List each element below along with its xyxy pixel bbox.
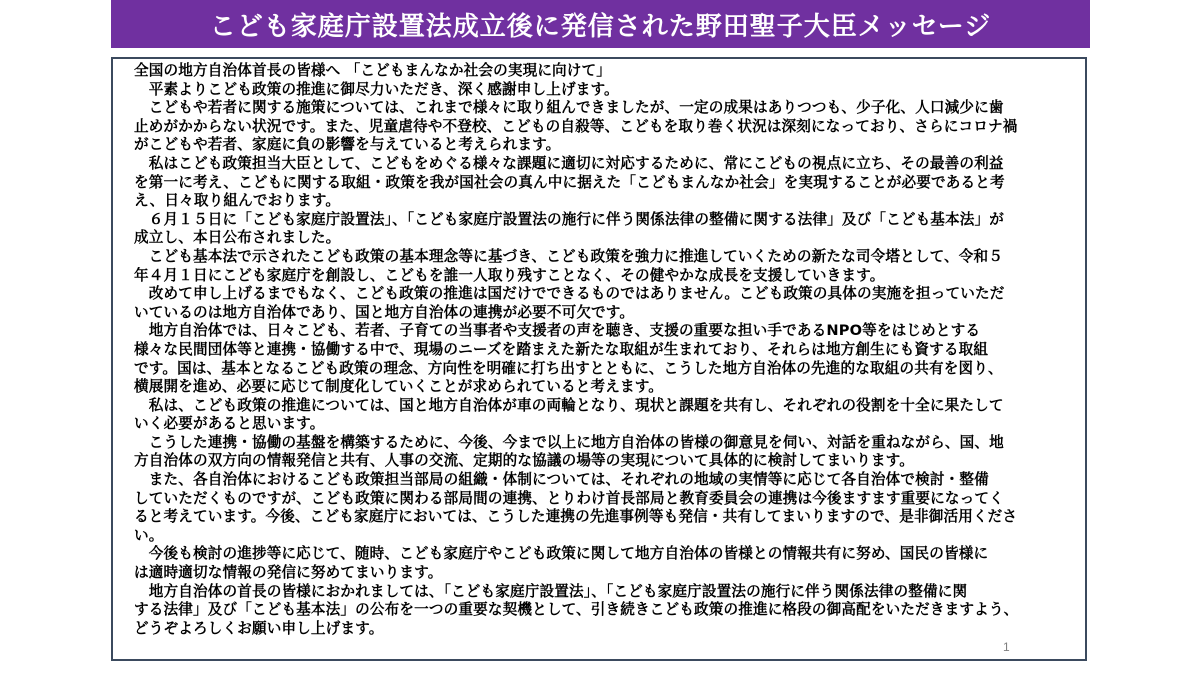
message-body [134,62,1077,638]
message-line: 私は、こども政策の推進については、国と地方自治体が車の両輪となり、現状と課題を共有し、それぞれの役割を十全に果たして [134,396,1004,414]
message-line: 今後も検討の進捗等に応じて、随時、こども家庭庁やこども政策に関して地方自治体の皆様との情報共有に努め、国民の皆様に [134,545,989,563]
message-line: を第一に考え、こどもに関する取組・政策を我が国社会の真ん中に据えた「こどもまんなか社会」を実現することが必要であると考 [134,173,1005,191]
message-line: え、日々取り組んでおります。 [134,192,341,210]
message-line: どうぞよろしくお願い申し上げます。 [134,619,384,637]
message-line: 方自治体の双方向の情報発信と共有、人事の交流、定期的な協議の場等の実現について具体的に検討してまいります。 [134,452,914,470]
message-line: 全国の地方自治体首長の皆様へ 「こどもまんなか社会の実現に向けて」 [134,62,612,79]
message-line: い。 [134,526,164,544]
message-line: 横展開を進め、必要に応じて制度化していくことが求められていると考えます。 [134,378,664,396]
message-line: ると考えています。今後、こども家庭庁においては、こうした連携の先進事例等も発信・共有してまいりますので、是非御活用くださ [134,508,1018,526]
message-line: 止めがかからない状況です。また、児童虐待や不登校、こどもの自殺等、こどもを取り巻く状況は深刻になっており、さらにコロナ禍 [134,117,1018,135]
message-line: 様々な民間団体等と連携・協働する中で、現場のニーズを踏まえた新たな取組が生まれており、それらは地方創生にも資する取組 [134,340,989,358]
message-line: 年４月１日にこども家庭庁を創設し、こどもを誰一人取り残すことなく、その健やかな成長を支援していきます。 [134,266,885,284]
message-line: していただくものですが、こども政策に関わる部局間の連携、とりわけ首長部局と教育委員会の連携は今後ますます重要になってく [134,489,1004,507]
message-line: がこどもや若者、家庭に負の影響を与えていると考えられます。 [134,136,561,154]
message-line: いているのは地方自治体であり、国と地方自治体の連携が必要不可欠です。 [134,303,635,321]
page-number: 1 [1003,640,1010,654]
message-line: 成立し、本日公布されました。 [134,229,341,247]
message-line: です。国は、基本となるこども政策の理念、方向性を明確に打ち出すとともに、こうした地方自治体の先進的な取組の共有を図り、 [134,359,1003,377]
message-line: こどもや若者に関する施策については、これまで様々に取り組んできましたが、一定の成果はありつつも、少子化、人口減少に歯 [134,99,1004,117]
message-line: する法律」及び「こども基本法」の公布を一つの重要な契機として、引き続きこども政策の推進に格段の御高配をいただきますよう、 [134,601,1019,619]
message-line: 平素よりこども政策の推進に御尽力いただき、深く感謝申し上げます。 [134,80,619,98]
message-line: 改めて申し上げるまでもなく、こども政策の推進は国だけでできるものではありません。こども政策の具体の実施を担っていただ [134,285,1005,303]
page-title: こども家庭庁設置法成立後に発信された野田聖子大臣メッセージ [209,11,992,42]
message-line: は適時適切な情報の発信に努めてまいります。 [134,564,443,582]
message-line: 私はこども政策担当大臣として、こどもをめぐる様々な課題に適切に対応するために、常にこどもの視点に立ち、その最善の利益 [134,154,1004,172]
message-box [111,57,1087,661]
message-line: いく必要があると思います。 [134,415,325,433]
message-line: こども基本法で示されたこども政策の基本理念等に基づき、こども政策を強力に推進していくための新たな司令塔として、令和５ [134,247,1004,265]
message-line: 地方自治体の首長の皆様におかれましては、「こども家庭庁設置法」、「こども家庭庁設置法の施行に伴う関係法律の整備に関 [134,582,968,600]
message-line: こうした連携・協働の基盤を構築するために、今後、今まで以上に地方自治体の皆様の御意見を伺い、対話を重ねながら、国、地 [134,433,1004,451]
message-line: ６月１５日に「こども家庭庁設置法」、「こども家庭庁設置法の施行に伴う関係法律の整備に関する法律」及び「こども基本法」が [134,210,1005,228]
title-banner [111,0,1090,48]
message-line: また、各自治体におけるこども政策担当部局の組織・体制については、それぞれの地域の実情等に応じて各自治体で検討・整備 [134,471,989,489]
message-line: 地方自治体では、日々こども、若者、子育ての当事者や支援者の声を聴き、支援の重要な担い手であるNPO等をはじめとする [134,322,981,340]
